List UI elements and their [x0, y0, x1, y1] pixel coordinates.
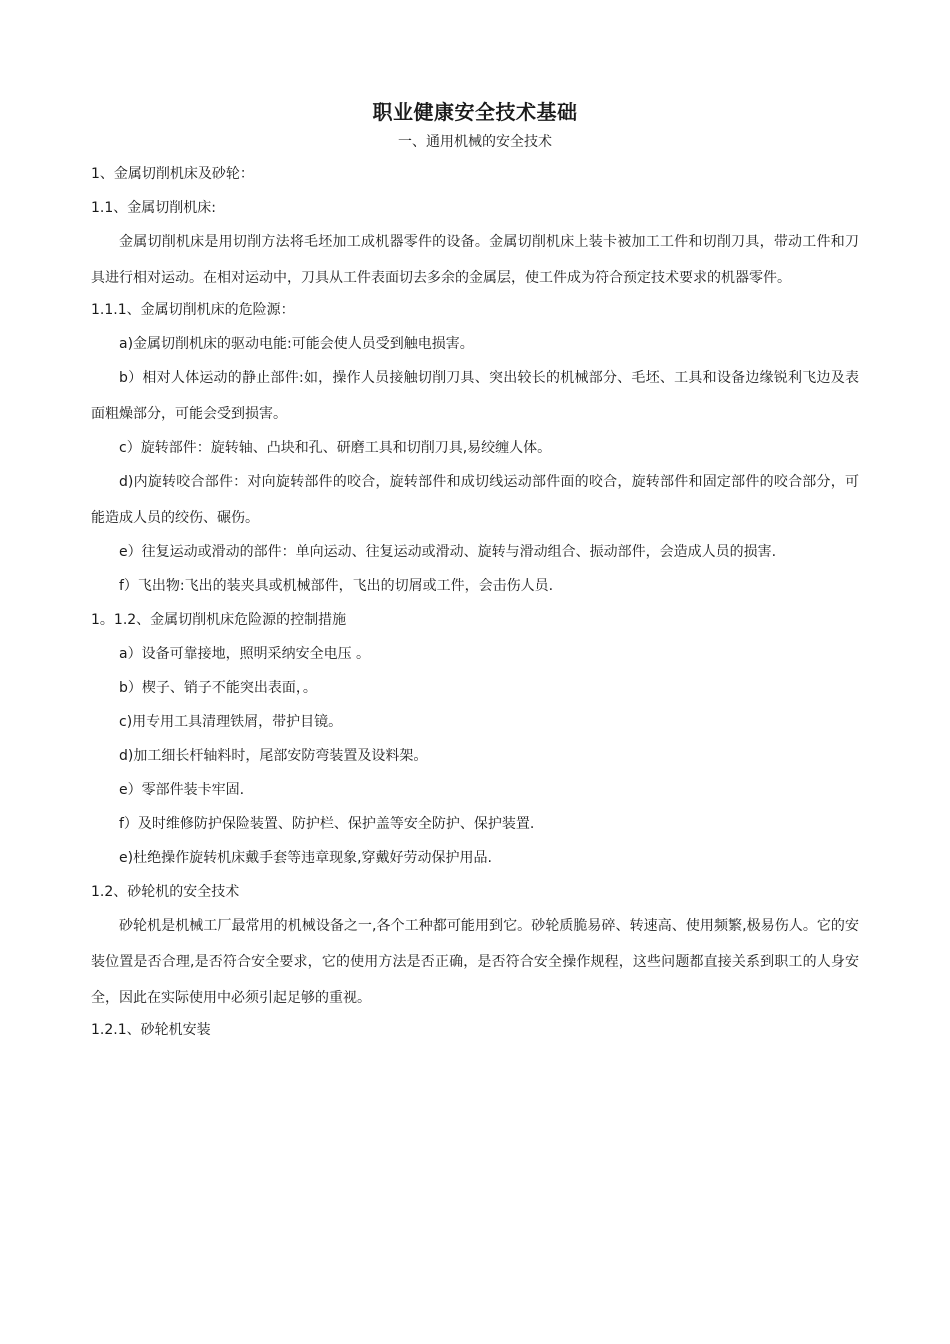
heading-1-2: 1.2、砂轮机的安全技术 — [91, 884, 240, 900]
control-item-c: c)用专用工具清理铁屑，带护目镜。 — [119, 714, 343, 730]
control-item-f: f）及时维修防护保险装置、防护栏、保护盖等安全防护、保护装置. — [119, 816, 535, 832]
heading-1-2-1: 1.2.1、砂轮机安装 — [91, 1022, 211, 1038]
hazard-item-c: c）旋转部件：旋转轴、凸块和孔、研磨工具和切削刀具,易绞缠人体。 — [119, 440, 552, 456]
hazard-item-d: d)内旋转咬合部件：对向旋转部件的咬合，旋转部件和成切线运动部件面的咬合，旋转部件和固定部件的咬合部分，可能造成人员的绞伤、碾伤。 — [91, 474, 859, 526]
hazard-item-a: a)金属切削机床的驱动电能:可能会使人员受到触电损害。 — [119, 336, 474, 352]
section-title: 一、通用机械的安全技术 — [398, 134, 552, 150]
hazard-item-f: f）飞出物:飞出的装夹具或机械部件，飞出的切屑或工件，会击伤人员. — [119, 578, 554, 594]
control-item-d: d)加工细长杆轴料时，尾部安防弯装置及设料架。 — [119, 748, 428, 764]
paragraph-machine-tool-definition: 金属切削机床是用切削方法将毛坯加工成机器零件的设备。金属切削机床上装卡被加工工件和切削刀具，带动工件和刀具进行相对运动。在相对运动中，刀具从工件表面切去多余的金属层，使工件成为符合预定技术要求的机器零件。 — [91, 234, 859, 286]
heading-1: 1、金属切削机床及砂轮： — [91, 166, 254, 182]
document-page — [91, 96, 859, 1054]
control-item-a: a）设备可靠接地，照明采纳安全电压 。 — [119, 646, 371, 662]
control-item-e2: e)杜绝操作旋转机床戴手套等违章现象,穿戴好劳动保护用品. — [119, 850, 492, 866]
heading-1-1: 1.1、金属切削机床: — [91, 200, 216, 216]
heading-1-1-1: 1.1.1、金属切削机床的危险源： — [91, 302, 295, 318]
heading-1-1-2: 1。1.2、金属切削机床危险源的控制措施 — [91, 612, 347, 628]
control-item-e: e）零部件装卡牢固. — [119, 782, 245, 798]
hazard-item-b: b）相对人体运动的静止部件:如，操作人员接触切削刀具、突出较长的机械部分、毛坯、工具和设备边缘锐利飞边及表面粗燥部分，可能会受到损害。 — [91, 370, 859, 422]
control-item-b: b）楔子、销子不能突出表面，。 — [119, 680, 317, 696]
document-title: 职业健康安全技术基础 — [372, 100, 578, 124]
paragraph-grinder-intro: 砂轮机是机械工厂最常用的机械设备之一,各个工种都可能用到它。砂轮质脆易碎、转速高、使用频繁,极易伤人。它的安装位置是否合理,是否符合安全要求，它的使用方法是否正确，是否符合安全操作规程，这些问题都直接关系到职工的人身安全，因此在实际使用中必须引起足够的重视。 — [91, 918, 859, 1006]
hazard-item-e: e）往复运动或滑动的部件：单向运动、往复运动或滑动、旋转与滑动组合、振动部件，会造成人员的损害. — [119, 544, 777, 560]
